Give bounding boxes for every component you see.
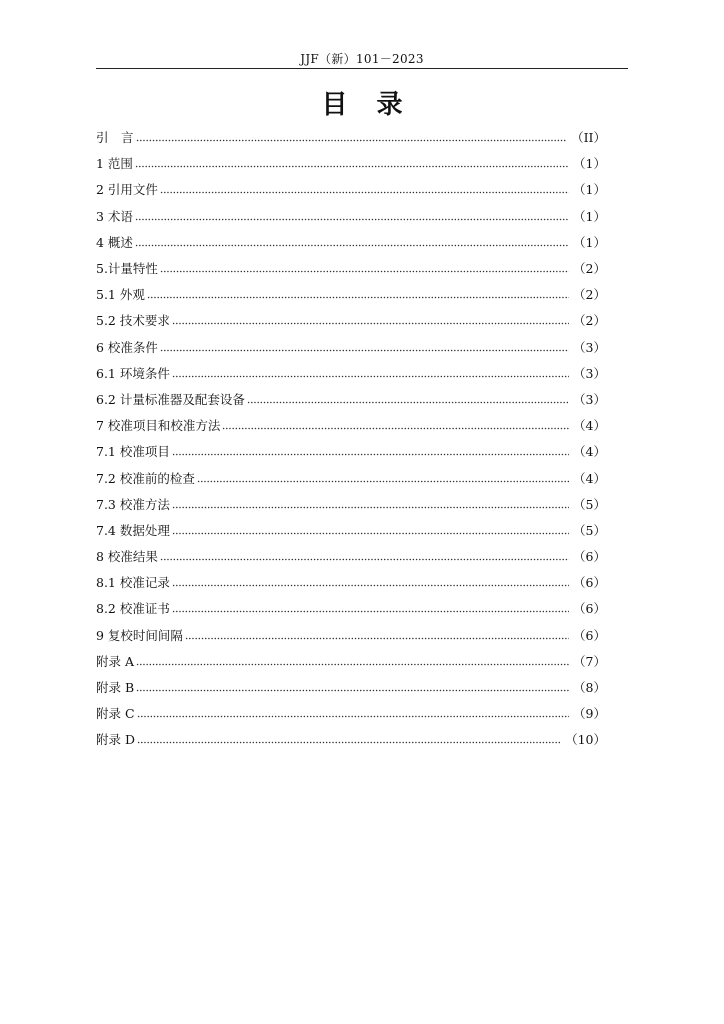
toc-entry-label: 7.4 数据处理	[96, 522, 170, 538]
toc-entry[interactable]	[96, 726, 606, 752]
toc-entry-page: （4）	[573, 470, 606, 486]
toc-entry-page: （4）	[573, 418, 606, 434]
toc-entry[interactable]	[96, 150, 606, 176]
toc-dot-leader	[172, 497, 569, 511]
toc-entry-label: 5.1 外观	[96, 287, 145, 303]
toc-entry[interactable]	[96, 281, 606, 307]
toc-entry[interactable]	[96, 203, 606, 229]
toc-entry-page: （1）	[573, 182, 606, 198]
toc-entry[interactable]	[96, 386, 606, 412]
toc-entry-page: （8）	[573, 680, 606, 696]
toc-dot-leader	[137, 732, 561, 746]
toc-dot-leader	[135, 156, 569, 170]
toc-entry-label: 附录 D	[96, 732, 135, 748]
toc-entry-page: （II）	[571, 130, 606, 146]
toc-dot-leader	[172, 444, 569, 458]
toc-entry[interactable]	[96, 674, 606, 700]
toc-entry-label: 3 术语	[96, 208, 133, 224]
toc-dot-leader	[172, 366, 569, 380]
toc-entry[interactable]	[96, 569, 606, 595]
toc-entry-label: 8.1 校准记录	[96, 575, 170, 591]
toc-dot-leader	[136, 680, 569, 694]
toc-entry-page: （1）	[573, 234, 606, 250]
document-header-code: JJF（新）101－2023	[300, 52, 424, 66]
toc-entry-page: （1）	[573, 156, 606, 172]
toc-entry[interactable]	[96, 334, 606, 360]
toc-dot-leader	[172, 601, 569, 615]
toc-entry-label: 8 校准结果	[96, 549, 158, 565]
toc-dot-leader	[147, 287, 569, 301]
toc-dot-leader	[197, 471, 569, 485]
toc-entry[interactable]	[96, 229, 606, 255]
toc-entry[interactable]	[96, 491, 606, 517]
toc-entry-label: 6 校准条件	[96, 339, 158, 355]
toc-entry-page: （3）	[573, 391, 606, 407]
toc-dot-leader	[136, 130, 568, 144]
toc-entry-page: （2）	[573, 287, 606, 303]
toc-entry-label: 附录 B	[96, 680, 135, 696]
toc-entry-label: 7 校准项目和校准方法	[96, 418, 221, 434]
toc-dot-leader	[135, 209, 569, 223]
toc-entry[interactable]	[96, 700, 606, 726]
page-title: 目 录	[321, 90, 403, 120]
toc-entry-page: （6）	[573, 575, 606, 591]
toc-dot-leader	[160, 549, 569, 563]
toc-entry-label: 附录 C	[96, 706, 135, 722]
toc-entry-page: （3）	[573, 339, 606, 355]
toc-entry[interactable]	[96, 412, 606, 438]
toc-entry-page: （2）	[573, 261, 606, 277]
toc-entry-label: 9 复校时间间隔	[96, 627, 183, 643]
toc-dot-leader	[160, 340, 569, 354]
toc-entry[interactable]	[96, 438, 606, 464]
toc-entry[interactable]	[96, 360, 606, 386]
toc-entry-label: 5.2 技术要求	[96, 313, 170, 329]
toc-entry-page: （7）	[573, 653, 606, 669]
toc-dot-leader	[137, 706, 570, 720]
toc-dot-leader	[172, 575, 569, 589]
toc-entry-page: （5）	[573, 522, 606, 538]
toc-entry[interactable]	[96, 622, 606, 648]
toc-entry-label: 引 言	[96, 130, 134, 146]
toc-entry-page: （9）	[573, 706, 606, 722]
toc-dot-leader	[135, 235, 569, 249]
toc-dot-leader	[160, 182, 569, 196]
table-of-contents	[96, 124, 606, 753]
toc-entry-page: （6）	[573, 601, 606, 617]
toc-entry-label: 7.3 校准方法	[96, 496, 170, 512]
toc-entry-label: 8.2 校准证书	[96, 601, 170, 617]
toc-dot-leader	[172, 523, 569, 537]
toc-entry[interactable]	[96, 543, 606, 569]
toc-entry-label: 7.2 校准前的检查	[96, 470, 195, 486]
toc-entry-page: （6）	[573, 549, 606, 565]
toc-entry-label: 6.2 计量标准器及配套设备	[96, 391, 245, 407]
toc-entry-label: 6.1 环境条件	[96, 365, 170, 381]
toc-entry-page: （4）	[573, 444, 606, 460]
toc-entry-label: 2 引用文件	[96, 182, 158, 198]
toc-entry[interactable]	[96, 517, 606, 543]
toc-entry-label: 4 概述	[96, 234, 133, 250]
header-divider	[96, 68, 628, 69]
toc-entry[interactable]	[96, 176, 606, 202]
toc-entry[interactable]	[96, 307, 606, 333]
toc-entry-page: （3）	[573, 365, 606, 381]
toc-entry[interactable]	[96, 648, 606, 674]
toc-dot-leader	[160, 261, 569, 275]
toc-entry-label: 附录 A	[96, 653, 135, 669]
toc-dot-leader	[185, 628, 569, 642]
toc-entry[interactable]	[96, 595, 606, 621]
toc-entry-page: （6）	[573, 627, 606, 643]
toc-entry-label: 5.计量特性	[96, 261, 158, 277]
toc-entry-page: （10）	[565, 732, 606, 748]
toc-entry[interactable]	[96, 255, 606, 281]
toc-entry-label: 7.1 校准项目	[96, 444, 170, 460]
toc-dot-leader	[136, 654, 569, 668]
toc-entry-label: 1 范围	[96, 156, 133, 172]
toc-entry-page: （1）	[573, 208, 606, 224]
toc-dot-leader	[172, 313, 569, 327]
toc-entry[interactable]	[96, 124, 606, 150]
toc-entry[interactable]	[96, 464, 606, 490]
toc-entry-page: （2）	[573, 313, 606, 329]
toc-entry-page: （5）	[573, 496, 606, 512]
toc-dot-leader	[222, 418, 569, 432]
toc-dot-leader	[247, 392, 569, 406]
